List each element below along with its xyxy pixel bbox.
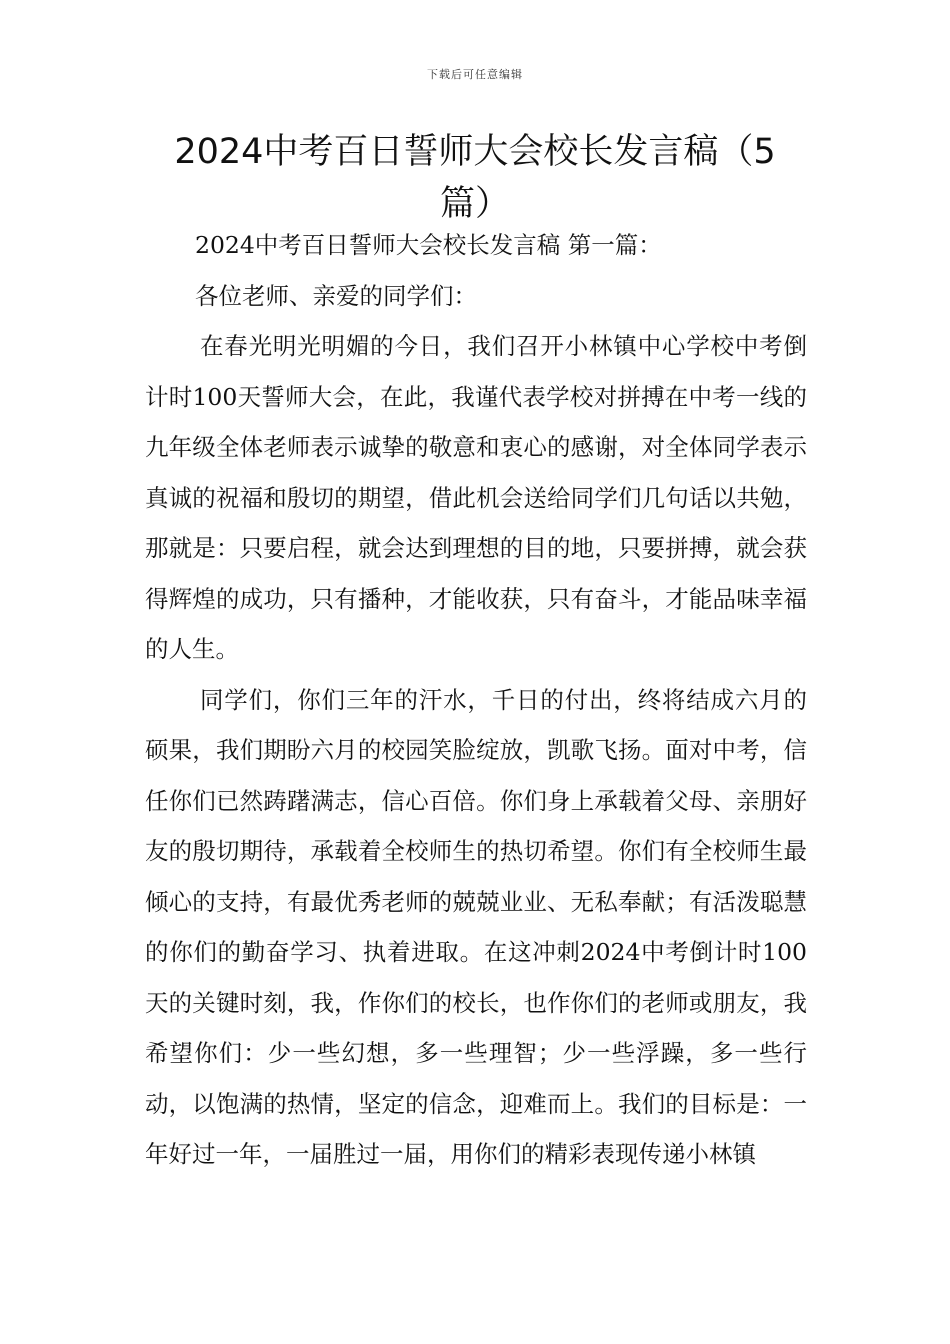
header-note: 下载后可任意编辑 xyxy=(427,68,523,81)
body-paragraph: 同学们，你们三年的汗水，千日的付出，终将结成六月的硕果，我们期盼六月的校园笑脸绽放，凯歌飞扬。面对中考，信任你们已然踌躇满志，信心百倍。你们身上承载着父母、亲朋好友的殷切期待，承载着全校师生的热切希望。你们有全校师生最倾心的支持，有最优秀老师的兢兢业业、无私奉献；有活泼聪慧的你们的勤奋学习、执着进取。在这冲刺2024中考倒计时100天的关键时刻，我，作你们的校长，也作你们的老师或朋友，我希望你们：少一些幻想，多一些理智；少一些浮躁，多一些行动，以饱满的热情，坚定的信念，迎难而上。我们的目标是：一年好过一年，一届胜过一届，用你们的精彩表现传递小林镇 xyxy=(145,685,807,1168)
document-title: 2024中考百日誓师大会校长发言稿（5篇） xyxy=(174,132,776,224)
greeting-line: 各位老师、亲爱的同学们： xyxy=(195,281,477,310)
document-body xyxy=(145,220,807,1180)
body-paragraph: 在春光明光明媚的今日，我们召开小林镇中心学校中考倒计时100天誓师大会，在此，我谨代表学校对拼搏在中考一线的九年级全体老师表示诚挚的敬意和衷心的感谢，对全体同学表示真诚的祝福和殷切的期望，借此机会送给同学们几句话以共勉，那就是：只要启程，就会达到理想的目的地，只要拼搏，就会获得辉煌的成功，只有播种，才能收获，只有奋斗，才能品味幸福的人生。 xyxy=(145,332,807,663)
section-subtitle: 2024中考百日誓师大会校长发言稿 第一篇： xyxy=(195,231,662,259)
